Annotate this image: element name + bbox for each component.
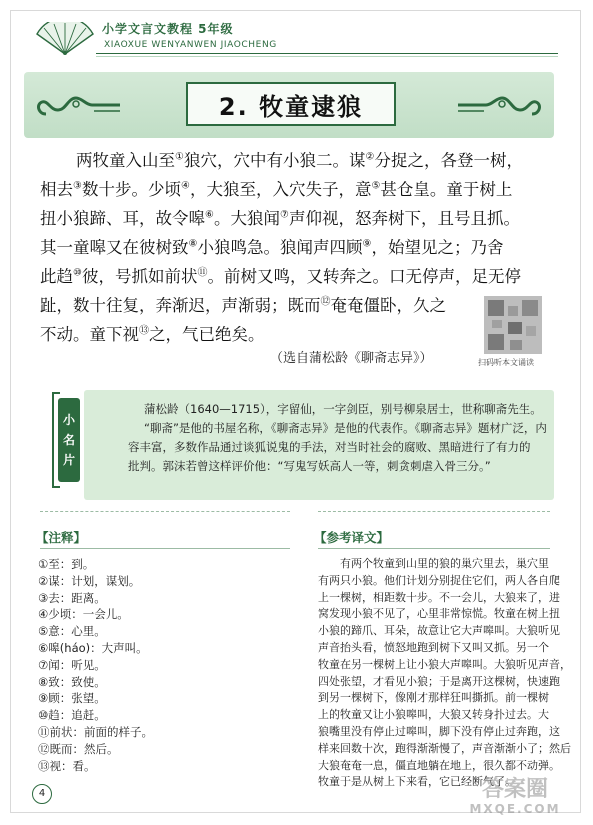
bio-tag-char: 小 bbox=[62, 413, 75, 427]
site-watermark bbox=[446, 778, 584, 820]
divider-left bbox=[40, 511, 290, 512]
note-marker: ② bbox=[365, 151, 375, 163]
translation-text bbox=[318, 556, 571, 791]
text-segment: 相去 bbox=[40, 180, 73, 199]
translation-line: 四处张望，才看见小狼；于是离开这棵树，快速跑 bbox=[318, 674, 560, 688]
text-segment: 甚仓皇。童于树上 bbox=[380, 180, 513, 199]
translation-line: 样来回数十次，跑得渐渐慢了，声音渐渐小了；然后 bbox=[318, 741, 571, 755]
note-marker: ⑬ bbox=[139, 325, 149, 337]
series-title: 小学文言文教程 5年级 bbox=[102, 22, 234, 36]
qr-caption: 扫码听本文诵读 bbox=[478, 358, 534, 367]
note-marker: ③ bbox=[73, 180, 82, 192]
translation-line: 小狼的蹄爪、耳朵，故意让它大声嗥叫。大狼听见 bbox=[318, 624, 560, 638]
note-marker: ⑩ bbox=[73, 267, 82, 279]
translation-line: 窝发现小狼不见了，心里非常惊慌。牧童在树上扭 bbox=[318, 607, 560, 621]
note-item: ③去：距离。 bbox=[38, 590, 106, 605]
translation-heading: 【参考译文】 bbox=[314, 530, 390, 545]
text-source: （选自蒲松龄《聊斋志异》） bbox=[270, 351, 433, 366]
text-segment: 狼穴，穴中有小狼二。谋 bbox=[183, 151, 366, 170]
note-item: ⑥嗥(háo)：大声叫。 bbox=[38, 640, 148, 655]
cloud-ornament-right-icon bbox=[454, 80, 546, 130]
text-segment: 此趋 bbox=[40, 267, 73, 286]
bio-line: 批判。郭沫若曾这样评价他：“写鬼写妖高人一等，刺贪刺虐入骨三分。” bbox=[128, 459, 491, 473]
text-segment: ，大狼至，入穴失子，意 bbox=[189, 180, 372, 199]
note-item: ④少顷：一会儿。 bbox=[38, 607, 129, 622]
text-segment: 扭小狼蹄、耳，故令嗥 bbox=[40, 209, 205, 228]
text-line bbox=[40, 262, 550, 291]
notes-heading: 【注释】 bbox=[36, 530, 87, 545]
bio-tag bbox=[58, 398, 80, 482]
translation-line: 到另一棵树下，像刚才那样狂叫撕抓。前一棵树 bbox=[318, 691, 549, 705]
note-item: ⑧致：致使。 bbox=[38, 674, 106, 689]
translation-line: 大狼奄奄一息，僵直地躺在地上，很久都不动弹。 bbox=[318, 758, 560, 772]
text-segment: 彼，号抓如前状 bbox=[81, 267, 198, 286]
note-item: ⑨顾：张望。 bbox=[38, 691, 106, 706]
bio-line: “聊斋”是他的书屋名称，《聊斋志异》是他的代表作。《聊斋志异》题材广泛，内 bbox=[144, 421, 547, 435]
divider-right bbox=[318, 511, 550, 512]
bio-line: 容丰富，多数作品通过谈狐说鬼的手法，对当时社会的腐败、黑暗进行了有力的 bbox=[128, 440, 531, 454]
text-segment: 奄奄僵卧，久之 bbox=[330, 296, 446, 315]
text-segment: 数十步。少顷 bbox=[81, 180, 181, 199]
notes-rule bbox=[40, 548, 290, 549]
text-segment: 分捉之，各登一树， bbox=[374, 151, 523, 170]
header-rule-light bbox=[96, 56, 558, 57]
note-marker: ① bbox=[175, 151, 184, 163]
note-marker: ⑨ bbox=[362, 238, 372, 250]
note-item: ⑪前状：前面的样子。 bbox=[38, 724, 153, 739]
note-marker: ⑥ bbox=[205, 209, 214, 221]
folding-fan-icon bbox=[34, 22, 96, 56]
lesson-title-banner bbox=[24, 72, 554, 138]
note-marker: ⑦ bbox=[279, 209, 289, 221]
header-text bbox=[102, 20, 277, 50]
classical-text-body bbox=[40, 146, 550, 349]
lesson-title: 2. 牧童逮狼 bbox=[218, 92, 364, 121]
page-header bbox=[0, 0, 593, 70]
text-segment: 。大狼闻 bbox=[213, 209, 280, 228]
text-line bbox=[40, 291, 550, 320]
page-number: 4 bbox=[32, 784, 52, 804]
cloud-ornament-left-icon bbox=[32, 80, 124, 130]
lesson-title-box bbox=[186, 82, 396, 126]
bio-line: 蒲松龄（1640—1715），字留仙，一字剑臣，别号柳泉居士，世称聊斋先生。 bbox=[144, 402, 542, 416]
watermark-bottom: MXQE.COM bbox=[469, 802, 561, 816]
translation-line: 狼嘴里没有停止过嗥叫，脚下没有停止过奔跑，这 bbox=[318, 724, 560, 738]
text-segment: 之，气已绝矣。 bbox=[149, 325, 265, 344]
note-marker: ⑤ bbox=[371, 180, 381, 192]
note-marker: ⑧ bbox=[188, 238, 198, 250]
text-segment: ，始望见之；乃舍 bbox=[371, 238, 504, 257]
note-item: ⑩趋：追赶。 bbox=[38, 708, 106, 723]
note-item: ⑤意：心里。 bbox=[38, 624, 106, 639]
notes-list bbox=[38, 556, 288, 774]
text-line bbox=[40, 320, 550, 349]
text-line bbox=[40, 233, 550, 262]
watermark-top: 答案圈 bbox=[481, 777, 548, 802]
text-line bbox=[40, 146, 550, 175]
text-line bbox=[40, 175, 550, 204]
note-marker: ④ bbox=[180, 180, 190, 192]
note-item: ⑦闻：听见。 bbox=[38, 657, 106, 672]
text-segment: 趾，数十往复，奔渐迟，声渐弱；既而 bbox=[40, 296, 321, 315]
note-marker: ⑫ bbox=[320, 296, 331, 308]
text-segment: 两牧童入山至 bbox=[76, 151, 175, 170]
translation-line: 有两个牧童到山里的狼的巢穴里去，巢穴里 bbox=[340, 557, 549, 570]
note-item: ⑬视：看。 bbox=[38, 758, 96, 773]
translation-line: 有两只小狼。他们计划分别捉住它们，两人各自爬 bbox=[318, 573, 560, 587]
text-segment: 其一童嗥又在彼树致 bbox=[40, 238, 189, 257]
text-segment: 不动。童下视 bbox=[40, 325, 139, 344]
note-item: ⑫既而：然后。 bbox=[38, 741, 119, 756]
note-marker: ⑪ bbox=[197, 267, 208, 279]
note-item: ②谋：计划，谋划。 bbox=[38, 573, 141, 588]
translation-rule bbox=[318, 548, 550, 549]
translation-line: 声音抬头看，愤怒地跑到树下又叫又抓。另一个 bbox=[318, 640, 549, 654]
qr-code-icon[interactable] bbox=[484, 296, 542, 354]
series-subtitle: XIAOXUE WENYANWEN JIAOCHENG bbox=[104, 40, 277, 50]
translation-line: 牧童在另一棵树上让小狼大声嗥叫。大狼听见声音， bbox=[318, 657, 571, 671]
text-segment: 。前树又鸣，又转奔之。口无停声，足无停 bbox=[207, 267, 521, 286]
text-segment: 小狼鸣急。狼闻声四顾 bbox=[197, 238, 363, 257]
bio-tag-char: 片 bbox=[62, 453, 75, 467]
text-segment: 声仰视，怒奔树下，且号且抓。 bbox=[288, 209, 520, 228]
header-rule bbox=[96, 53, 558, 54]
text-line bbox=[40, 204, 550, 233]
translation-line: 上一棵树，相距数十步。不一会儿，大狼来了，进 bbox=[318, 590, 560, 604]
translation-line: 上的牧童又让小狼嗥叫，大狼又转身扑过去。大 bbox=[318, 708, 549, 722]
note-item: ①至：到。 bbox=[38, 557, 95, 571]
author-bio-text bbox=[128, 400, 547, 476]
bio-tag-char: 名 bbox=[62, 433, 75, 447]
translation-line: 牧童于是从树上下来看，它已经断气了。 bbox=[318, 775, 516, 789]
